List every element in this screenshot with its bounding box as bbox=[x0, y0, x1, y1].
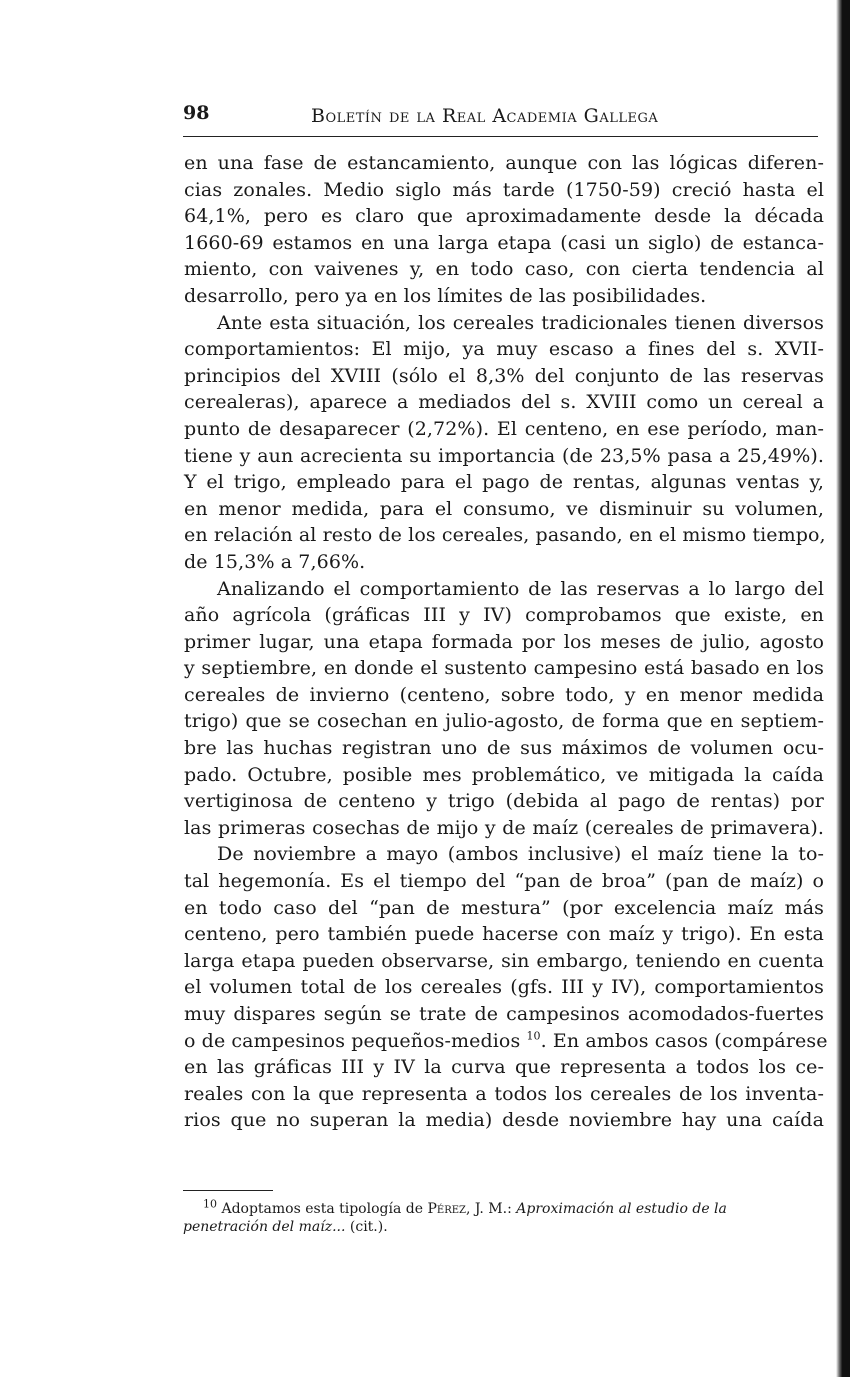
text-line: De noviembre a mayo (ambos inclusive) el maíz tiene la to- bbox=[217, 843, 824, 866]
text-line: centeno, pero también puede hacerse con maíz y trigo). En esta bbox=[184, 923, 824, 946]
footnote-marker: 10 bbox=[203, 1197, 217, 1211]
text-line: trigo) que se cosechan en julio-agosto, de forma que en septiem- bbox=[184, 710, 824, 733]
footnote-title: Aproximación al estudio de la bbox=[516, 1201, 727, 1217]
text-line: bre las huchas registran uno de sus máximos de volumen ocu- bbox=[184, 737, 824, 760]
text-line: miento, con vaivenes y, en todo caso, con cierta tendencia al bbox=[184, 258, 824, 281]
text-line: Analizando el comportamiento de las reservas a lo largo del bbox=[217, 577, 824, 600]
text-line: vertiginosa de centeno y trigo (debida al pago de rentas) por bbox=[184, 790, 824, 813]
paragraph-2 bbox=[184, 310, 824, 576]
footnote-reference: 10 bbox=[526, 1029, 541, 1043]
text-line: en menor medida, para el consumo, ve disminuir su volumen, bbox=[184, 497, 824, 520]
footnote-text: : bbox=[507, 1201, 517, 1217]
text-line: larga etapa pueden observarse, sin embargo, teniendo en cuenta bbox=[184, 949, 824, 972]
footnote-text: (cit.). bbox=[345, 1219, 388, 1235]
body-text bbox=[184, 150, 828, 1134]
text-fragment: o de campesinos pequeños-medios bbox=[184, 1029, 521, 1052]
text-line: punto de desaparecer (2,72%). El centeno, en ese período, man- bbox=[184, 417, 824, 440]
text-line: y septiembre, en donde el sustento campesino está basado en los bbox=[184, 657, 824, 680]
footnote-text: Adoptamos esta tipología de bbox=[221, 1201, 428, 1217]
text-line: muy dispares según se trate de campesinos acomodados-fuertes bbox=[184, 1003, 824, 1025]
text-line: año agrícola (gráficas III y IV) comprobamos que existe, en bbox=[184, 604, 824, 627]
running-title: Boletín de la Real Academia Gallega bbox=[311, 105, 659, 127]
text-line: pado. Octubre, posible mes problemático, ve mitigada la caída bbox=[184, 763, 824, 786]
text-line: las primeras cosechas de mijo y de maíz (cereales de primavera). bbox=[184, 816, 824, 839]
text-line: en una fase de estancamiento, aunque con las lógicas diferen- bbox=[184, 152, 824, 174]
text-line: reales con la que representa a todos los cereales de los inventa- bbox=[184, 1082, 824, 1105]
text-line: rios que no superan la media) desde noviembre hay una caída bbox=[184, 1109, 824, 1132]
footnote-rule bbox=[183, 1190, 273, 1191]
text-line: cerealeras), aparece a mediados del s. XVIII como un cereal a bbox=[184, 391, 824, 414]
page-edge-shadow bbox=[836, 0, 850, 1377]
page-number: 98 bbox=[183, 102, 210, 124]
footnote-title: penetración del maíz... bbox=[183, 1219, 346, 1235]
text-line: en todo caso del “pan de mestura” (por excelencia maíz más bbox=[184, 896, 824, 919]
text-line: comportamientos: El mijo, ya muy escaso a fines del s. XVII- bbox=[184, 338, 824, 361]
text-line: cias zonales. Medio siglo más tarde (1750-59) creció hasta el bbox=[184, 178, 824, 201]
text-line: en relación al resto de los cereales, pasando, en el mismo tiempo, bbox=[184, 524, 826, 547]
page-header bbox=[183, 102, 818, 132]
header-rule bbox=[183, 136, 818, 137]
text-line: 64,1%, pero es claro que aproximadamente desde la década bbox=[184, 205, 824, 228]
text-line: 1660-69 estamos en una larga etapa (casi un siglo) de estanca- bbox=[184, 231, 824, 254]
text-fragment: . En ambos casos (compárese bbox=[540, 1029, 828, 1052]
footnote bbox=[183, 1197, 823, 1236]
paragraph-1 bbox=[184, 150, 824, 310]
footnote-line bbox=[183, 1218, 823, 1236]
text-line: en las gráficas III y IV la curva que representa a todos los ce- bbox=[184, 1056, 824, 1079]
text-line: Y el trigo, empleado para el pago de rentas, algunas ventas y, bbox=[184, 471, 824, 494]
text-line: cereales de invierno (centeno, sobre todo, y en menor medida bbox=[184, 683, 824, 706]
text-line: tiene y aun acrecienta su importancia (de 23,5% pasa a 25,49%). bbox=[184, 444, 824, 467]
text-line-with-note bbox=[184, 1028, 828, 1055]
text-line: desarrollo, pero ya en los límites de las posibilidades. bbox=[184, 284, 707, 307]
text-line: tal hegemonía. Es el tiempo del “pan de broa” (pan de maíz) o bbox=[184, 870, 824, 893]
text-line: Ante esta situación, los cereales tradicionales tienen diversos bbox=[217, 311, 824, 334]
text-line: principios del XVIII (sólo el 8,3% del conjunto de las reservas bbox=[184, 364, 824, 387]
paragraph-3 bbox=[184, 576, 824, 842]
text-line: primer lugar, una etapa formada por los meses de julio, agosto bbox=[184, 630, 824, 653]
text-line: el volumen total de los cereales (gfs. III y IV), comportamientos bbox=[184, 976, 824, 999]
footnote-author: Pérez, J. M. bbox=[427, 1201, 508, 1217]
paragraph-4 bbox=[184, 841, 828, 1134]
footnote-line bbox=[183, 1197, 823, 1218]
text-line: de 15,3% a 7,66%. bbox=[184, 550, 366, 573]
